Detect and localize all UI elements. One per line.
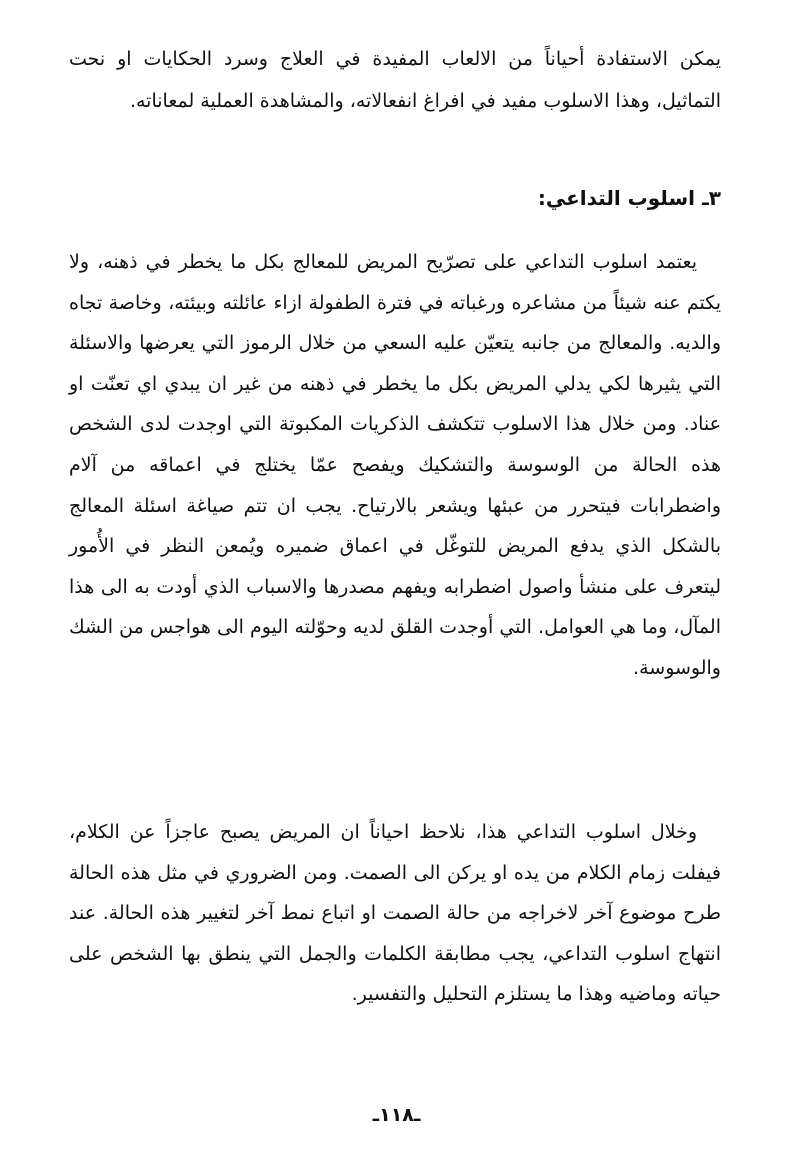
section-heading: ٣ـ اسلوب التداعي: [537, 186, 721, 210]
main-paragraph: يعتمد اسلوب التداعي على تصرّيح المريض للمعالج بكل ما يخطر في ذهنه، ولا يكتم عنه شيئاً من مشاعره ورغباته في فترة الطفولة ازاء عائلته وبيئته، وخاصة تجاه والديه. والمعالج من جانبه يتعيّن عليه السعي من خلال الرموز التي يعرضها والاسئلة التي يثيرها لكي يدلي المريض بكل ما يخطر في ذهنه من غير ان يبدي اي تعنّت او عناد. ومن خلال هذا الاسلوب تتكشف الذكريات المكبوتة التي اوجدت لدى الشخص هذه الحالة من الوسوسة والتشكيك ويفصح عمّا يختلج في اعماقه من آلام واضطرابات فيتحرر من عبئها ويشعر بالارتياح. يجب ان تتم صياغة اسئلة المعالج بالشكل الذي يدفع المريض للتوغّل في اعماق ضميره ويُمعن النظر في الأُمور ليتعرف على منشأ واصول اضطرابه ويفهم مصدرها والاسباب الذي أودت به الى هذا المآل، وما هي العوامل. التي أوجدت القلق لديه وحوّلته اليوم الى هواجس من الشك والوسوسة. [69, 251, 721, 679]
second-paragraph: وخلال اسلوب التداعي هذا، نلاحظ احياناً ان المريض يصبح عاجزاً عن الكلام، فيفلت زمام الكلام من يده او يركن الى الصمت. ومن الضروري في مثل هذه الحالة طرح موضوع آخر لاخراجه من حالة الصمت او اتباع نمط آخر لتغيير هذه الحالة. عند انتهاج اسلوب التداعي، يجب مطابقة الكلمات والجمل التي ينطق بها الشخص على حياته وماضيه وهذا ما يستلزم التحليل والتفسير. [69, 821, 721, 1006]
page-number: ـ١١٨ـ [372, 1104, 421, 1126]
intro-paragraph: يمكن الاستفادة أحياناً من الالعاب المفيدة في العلاج وسرد الحكايات او نحت التماثيل، وهذا الاسلوب مفيد في افراغ انفعالاته، والمشاهدة العملية لمعاناته. [69, 48, 721, 112]
